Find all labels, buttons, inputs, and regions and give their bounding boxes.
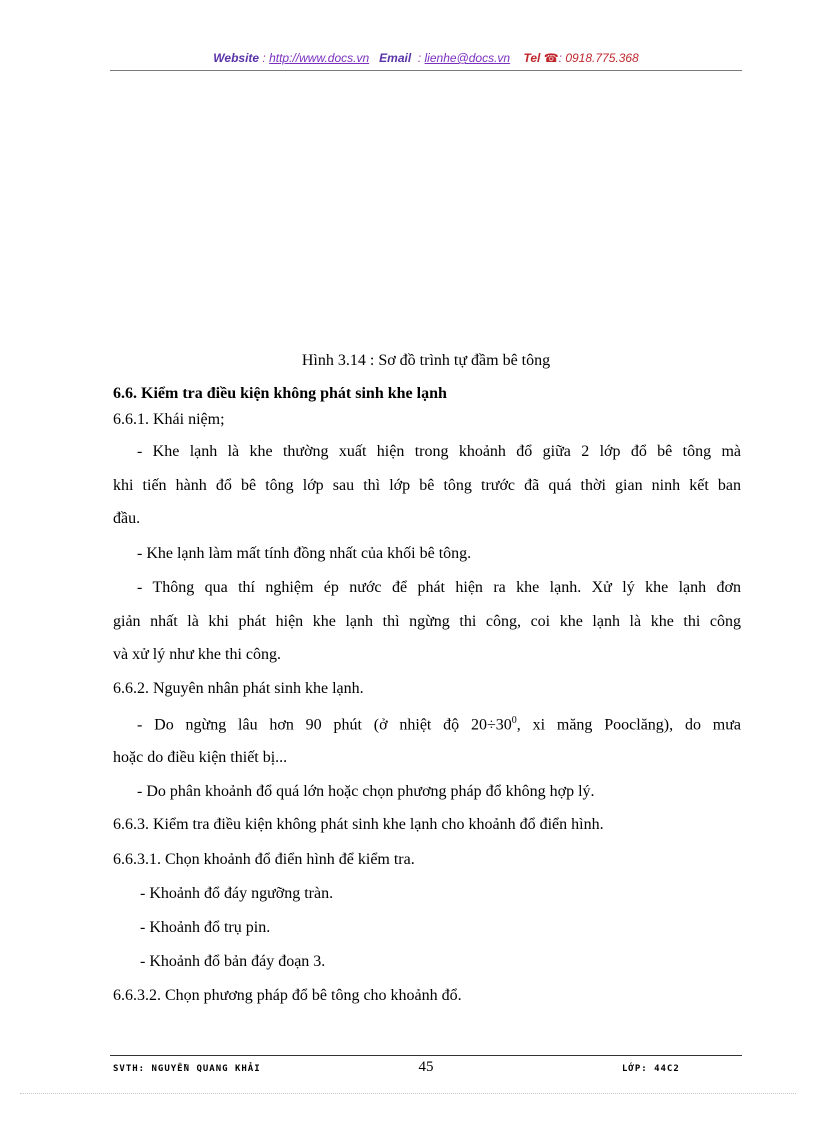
subsection-6-6-3-2: 6.6.3.2. Chọn phương pháp đổ bê tông cho khoảnh đổ. [113, 987, 462, 1004]
page-number: 45 [418, 1059, 434, 1075]
list-item: - Khoảnh đổ bản đáy đoạn 3. [140, 953, 326, 970]
paragraph-1-line-3: đầu. [113, 510, 141, 527]
tel-label: Tel [523, 51, 541, 65]
paragraph-5: - Do phân khoảnh đổ quá lớn hoặc chọn phương pháp đổ không hợp lý. [137, 783, 595, 800]
subsection-6-6-3: 6.6.3. Kiểm tra điều kiện không phát sinh khe lạnh cho khoảnh đổ điển hình. [113, 816, 604, 833]
subsection-6-6-3-1: 6.6.3.1. Chọn khoảnh đổ điển hình để kiểm tra. [113, 851, 415, 868]
degree-superscript: 0 [511, 715, 517, 726]
paragraph-2: - Khe lạnh làm mất tính đồng nhất của khối bê tông. [137, 545, 472, 562]
subsection-6-6-1: 6.6.1. Khái niệm; [113, 411, 225, 428]
section-heading: 6.6. Kiểm tra điều kiện không phát sinh khe lạnh [113, 385, 447, 402]
paragraph-1-line-1: - Khe lạnh là khe thường xuất hiện trong khoảnh đổ giữa 2 lớp đổ bê tông mà [137, 443, 741, 460]
paragraph-1-line-2: khi tiến hành đổ bê tông lớp sau thì lớp bê tông trước đã quá thời gian ninh kết ban [113, 477, 741, 494]
figure-caption: Hình 3.14 : Sơ đồ trình tự đầm bê tông [301, 352, 551, 369]
footer-class: LỚP: 44C2 [622, 1064, 680, 1074]
email-label: Email [379, 51, 412, 65]
list-item: - Khoảnh đổ trụ pin. [140, 919, 271, 936]
page-header: Website : http://www.docs.vn Email : lienhe@docs.vn Tel ☎: 0918.775.368 [213, 51, 639, 65]
paragraph-3-line-2: giản nhất là khi phát hiện khe lạnh thì ngừng thi công, coi khe lạnh là khe thi công [113, 613, 741, 630]
paragraph-3-line-1: - Thông qua thí nghiệm ép nước để phát hiện ra khe lạnh. Xử lý khe lạnh đơn [137, 579, 741, 596]
website-link[interactable]: http://www.docs.vn [269, 51, 370, 65]
paragraph-4-line-2: hoặc do điều kiện thiết bị... [113, 749, 288, 766]
paragraph-3-line-3: và xử lý như khe thi công. [113, 646, 281, 663]
footer-divider [110, 1055, 742, 1056]
header-divider [110, 70, 742, 71]
paragraph-4-line-1: - Do ngừng lâu hơn 90 phút (ở nhiệt độ $20\div 30^0$, xi măng Pooclăng), do mưa [137, 715, 741, 734]
list-item: - Khoảnh đổ đáy ngưỡng tràn. [140, 885, 334, 902]
footer-author: SVTH: NGUYỄN QUANG KHẢI [113, 1064, 261, 1074]
website-label: Website [213, 51, 260, 65]
email-link[interactable]: lienhe@docs.vn [424, 51, 511, 65]
subsection-6-6-2: 6.6.2. Nguyên nhân phát sinh khe lạnh. [113, 680, 364, 697]
phone-number: 0918.775.368 [565, 51, 639, 65]
page-bottom-border [20, 1093, 796, 1094]
phone-icon: ☎ [543, 51, 559, 65]
